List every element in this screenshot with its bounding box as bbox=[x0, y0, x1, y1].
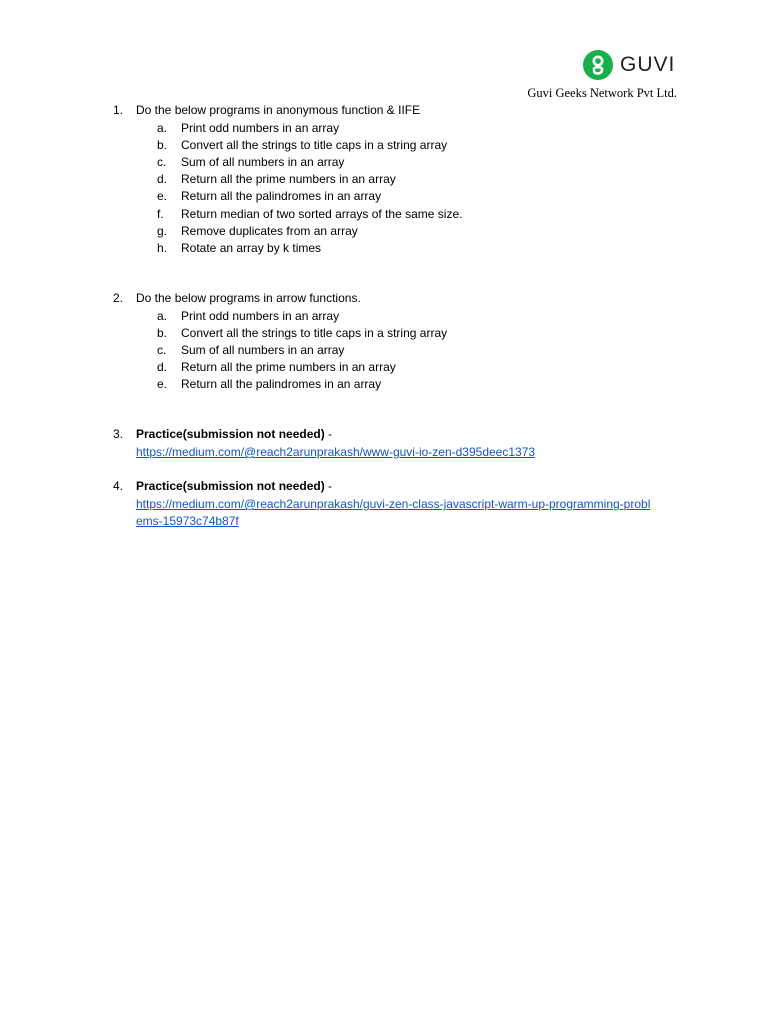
medium-link-warmup-continued[interactable]: ems-15973c74b87f bbox=[136, 514, 239, 528]
practice-label: Practice(submission not needed) bbox=[136, 427, 325, 441]
sub-letter: b. bbox=[157, 325, 168, 340]
practice-suffix: - bbox=[324, 427, 333, 441]
sub-letter: b. bbox=[157, 137, 168, 152]
sub-text: Remove duplicates from an array bbox=[181, 223, 358, 238]
practice-suffix: - bbox=[324, 479, 333, 493]
list-item-text bbox=[136, 426, 332, 443]
guvi-logo bbox=[583, 48, 675, 82]
logo-text: GUVI bbox=[620, 53, 676, 76]
list-item-text bbox=[136, 478, 332, 495]
sub-letter: e. bbox=[157, 376, 168, 391]
sub-text: Convert all the strings to title caps in a string array bbox=[181, 325, 448, 340]
medium-link-zen[interactable]: https://medium.com/@reach2arunprakash/www-guvi-io-zen-d395deec1373 bbox=[136, 445, 536, 459]
sub-text: Return all the palindromes in an array bbox=[181, 376, 382, 391]
company-name: Guvi Geeks Network Pvt Ltd. bbox=[527, 86, 677, 100]
sub-letter: d. bbox=[157, 359, 168, 374]
sub-letter: e. bbox=[157, 188, 168, 203]
sub-letter: a. bbox=[157, 308, 168, 323]
sub-text: Return all the prime numbers in an array bbox=[181, 359, 396, 374]
sub-letter: a. bbox=[157, 120, 168, 135]
sub-text: Sum of all numbers in an array bbox=[181, 342, 345, 357]
sub-letter: f. bbox=[157, 206, 164, 221]
sub-letter: h. bbox=[157, 240, 168, 255]
sub-text: Return all the palindromes in an array bbox=[181, 188, 382, 203]
sub-letter: c. bbox=[157, 154, 167, 169]
sub-text: Convert all the strings to title caps in a string array bbox=[181, 137, 448, 152]
sub-text: Return all the prime numbers in an array bbox=[181, 171, 396, 186]
list-number: 3. bbox=[113, 427, 124, 441]
medium-link-warmup[interactable]: https://medium.com/@reach2arunprakash/guvi-zen-class-javascript-warm-up-programming-probl bbox=[136, 497, 651, 511]
sub-text: Return median of two sorted arrays of the same size. bbox=[181, 206, 463, 221]
list-number: 4. bbox=[113, 479, 124, 493]
guvi-logo-icon bbox=[583, 50, 613, 80]
sub-letter: d. bbox=[157, 171, 168, 186]
list-item-text: Do the below programs in anonymous function & IIFE bbox=[136, 103, 421, 117]
sub-letter: c. bbox=[157, 342, 167, 357]
list-number: 1. bbox=[113, 103, 124, 117]
list-number: 2. bbox=[113, 291, 124, 305]
sub-text: Print odd numbers in an array bbox=[181, 308, 340, 323]
sub-text: Sum of all numbers in an array bbox=[181, 154, 345, 169]
practice-label: Practice(submission not needed) bbox=[136, 479, 325, 493]
sub-letter: g. bbox=[157, 223, 168, 238]
list-item-text: Do the below programs in arrow functions. bbox=[136, 291, 361, 305]
sub-text: Rotate an array by k times bbox=[181, 240, 322, 255]
sub-text: Print odd numbers in an array bbox=[181, 120, 340, 135]
